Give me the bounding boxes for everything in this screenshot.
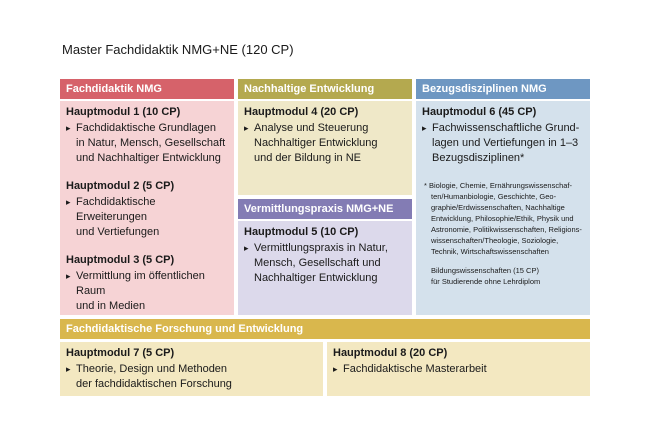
bildungswissenschaften-note: Bildungswissenschaften (15 CP) für Studierende ohne Lehrdiplom bbox=[431, 266, 541, 286]
header-vermittlungspraxis: Vermittlungspraxis NMG+NE bbox=[238, 199, 412, 219]
module-title: Hauptmodul 6 (45 CP) bbox=[422, 106, 537, 118]
module-title: Hauptmodul 5 (10 CP) bbox=[244, 226, 359, 238]
module-description: ▸ Fachdidaktische Masterarbeit bbox=[333, 362, 584, 377]
vermittlungspraxis-box bbox=[238, 221, 412, 315]
page-title: Master Fachdidaktik NMG+NE (120 CP) bbox=[62, 42, 294, 57]
header-fachdidaktik-nmg: Fachdidaktik NMG bbox=[60, 79, 234, 99]
module-title: Hauptmodul 1 (10 CP) bbox=[66, 106, 181, 118]
module-description: ▸ Theorie, Design und Methoden der fachdidaktischen Forschung bbox=[66, 362, 317, 392]
fachdidaktik-nmg-box bbox=[60, 101, 234, 315]
module-description: ▸ Analyse und Steuerung Nachhaltiger Entwicklung und der Bildung in NE bbox=[244, 121, 406, 166]
hauptmodul-7-box bbox=[60, 342, 323, 396]
bezugsdisziplinen-box bbox=[416, 101, 590, 315]
module-title: Hauptmodul 2 (5 CP) bbox=[66, 180, 175, 192]
header-forschung-entwicklung: Fachdidaktische Forschung und Entwicklung bbox=[60, 319, 590, 339]
module-description: ▸ Fachdidaktische Erweiterungen und Vertiefungen bbox=[66, 195, 228, 240]
module-title: Hauptmodul 7 (5 CP) bbox=[66, 347, 175, 359]
module-description: ▸ Vermittlungspraxis in Natur, Mensch, Gesellschaft und Nachhaltiger Entwicklung bbox=[244, 241, 406, 286]
disciplines-footnote: * Biologie, Chemie, Ernährungswissenschaf- ten/Humanbiologie, Geschichte, Geo- graphie/Erdwissenschaften, Nachhaltige Entwicklung, Philosophie/Ethik, Physik und Astronomie, Politikwissenschaften, Religions- wissenschaften/Theologie, Soziologie, Technik, Wirtschaftswissenschaften bbox=[424, 181, 582, 256]
module-title: Hauptmodul 4 (20 CP) bbox=[244, 106, 359, 118]
module-description: ▸ Vermittlung im öffentlichen Raum und in Medien bbox=[66, 269, 228, 314]
module-description: ▸ Fachwissenschaftliche Grund- lagen und Vertiefungen in 1–3 Bezugsdisziplinen* bbox=[422, 121, 584, 166]
header-bezugsdisziplinen-nmg: Bezugsdisziplinen NMG bbox=[416, 79, 590, 99]
header-nachhaltige-entwicklung: Nachhaltige Entwicklung bbox=[238, 79, 412, 99]
module-description: ▸ Fachdidaktische Grundlagen in Natur, Mensch, Gesellschaft und Nachhaltiger Entwicklung bbox=[66, 121, 228, 166]
nachhaltige-entwicklung-box bbox=[238, 101, 412, 195]
hauptmodul-8-box bbox=[327, 342, 590, 396]
module-title: Hauptmodul 8 (20 CP) bbox=[333, 347, 448, 359]
module-title: Hauptmodul 3 (5 CP) bbox=[66, 254, 175, 266]
